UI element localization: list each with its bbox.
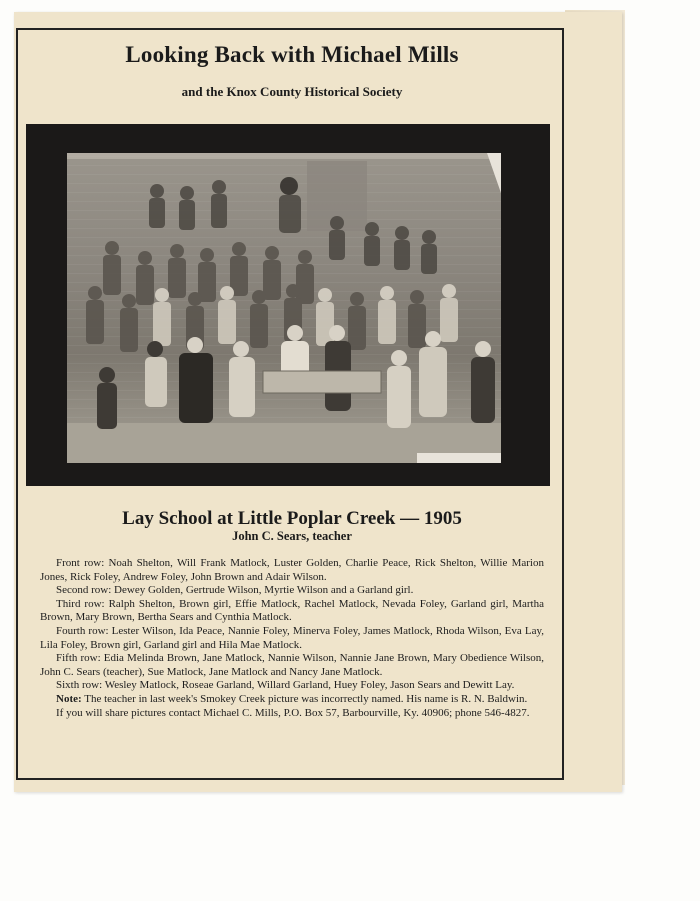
column-subtitle: and the Knox County Historical Society [181, 84, 403, 99]
photo-caption-title: Lay School at Little Poplar Creek — 1905 [122, 508, 462, 529]
photo-caption-teacher: John C. Sears, teacher [232, 529, 352, 543]
contact-info: If you will share pictures contact Michael C. Mills, P.O. Box 57, Barbourville, Ky. 40906; phone 546-4827. [56, 706, 530, 719]
note-label: Note: [56, 692, 82, 705]
second-row-names: Second row: Dewey Golden, Gertrude Wilson, Myrtie Wilson and a Garland girl. [56, 584, 414, 597]
note-text: The teacher in last week's Smokey Creek picture was incorrectly named. His name is R. N. Baldwin. [84, 692, 528, 705]
class-photo-illustration [67, 153, 501, 463]
sixth-row-names: Sixth row: Wesley Matlock, Roseae Garland, Willard Garland, Huey Foley, Jason Sears and Dewitt Lay. [56, 679, 515, 692]
class-photo-image [67, 153, 501, 463]
third-row-names: Third row: Ralph Shelton, Brown girl, Effie Matlock, Rachel Matlock, Nevada Foley, Garland girl, Martha Brown, Mary Brown, Bertha Sears and Cynthia Matlock. [40, 597, 544, 624]
column-title: Looking Back with Michael Mills [125, 42, 459, 67]
fifth-row-names: Fifth row: Edia Melinda Brown, Jane Matlock, Nannie Wilson, Nannie Jane Brown, Mary Obedience Wilson, John C. Sears (teacher), Sue Matlock, Jane Matlock and Nancy Jane Matlock. [40, 652, 544, 678]
fourth-row-names: Fourth row: Lester Wilson, Ida Peace, Nannie Foley, Minerva Foley, James Matlock, Rhoda Wilson, Eva Lay, Lila Foley, Brown girl, Garland girl and Hila Mae Matlock. [40, 624, 544, 651]
front-row-names: Front row: Noah Shelton, Will Frank Matlock, Luster Golden, Charlie Peace, Rick Shelton, Willie Marion Jones, Rick Foley, Andrew Foley, John Brown and Adair Wilson. [40, 557, 544, 583]
correction-note [40, 693, 544, 707]
article-body [40, 557, 544, 720]
